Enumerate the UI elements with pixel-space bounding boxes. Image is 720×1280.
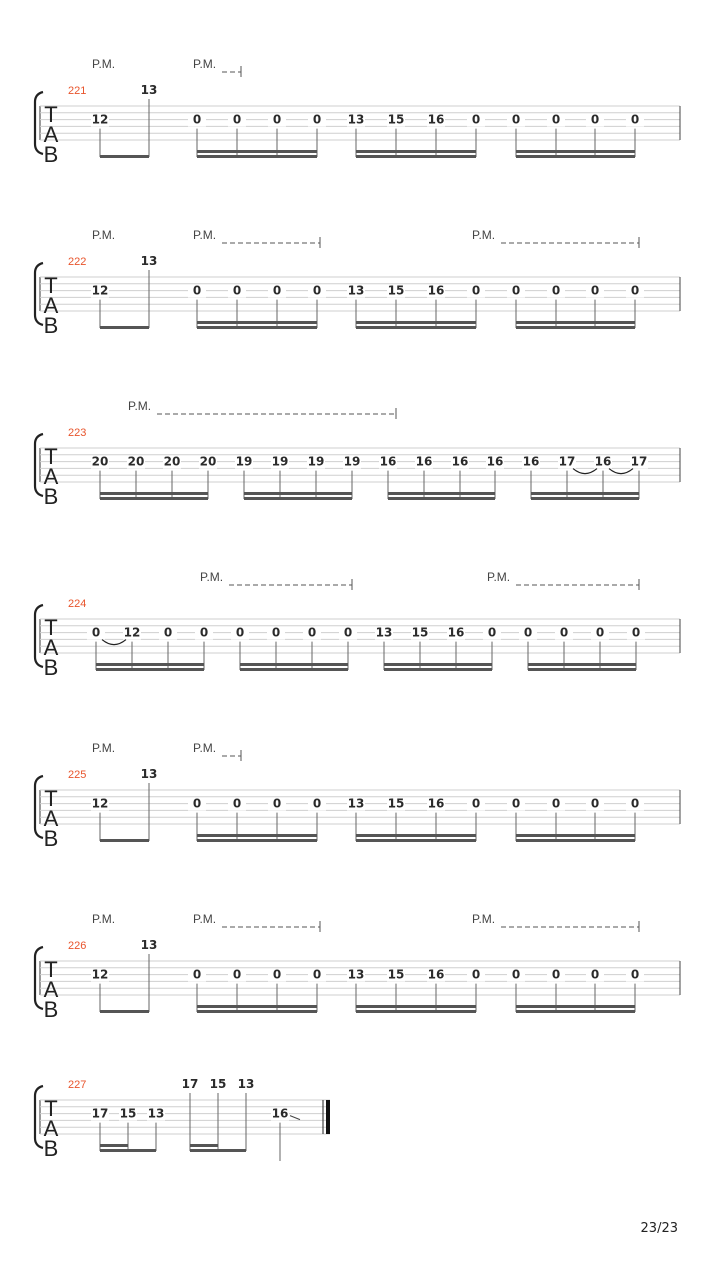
fret-number: 16 xyxy=(427,283,445,298)
system-bracket xyxy=(35,1086,43,1148)
tab-letter: A xyxy=(43,464,59,489)
tab-letter: B xyxy=(43,826,59,851)
measure-number: 225 xyxy=(68,769,87,781)
page-number: 23/23 xyxy=(640,1221,678,1236)
fret-number: 16 xyxy=(415,454,433,469)
fret-number: 16 xyxy=(379,454,397,469)
fret-number: 16 xyxy=(486,454,504,469)
fret-number: 12 xyxy=(91,967,109,982)
beam-primary xyxy=(197,326,317,329)
fret-number: 13 xyxy=(347,112,365,127)
beam-primary xyxy=(516,155,635,158)
fret-number: 16 xyxy=(427,796,445,811)
tab-letter: A xyxy=(43,122,59,147)
beam-secondary xyxy=(356,321,476,324)
beam-secondary xyxy=(100,492,208,495)
fret-number: 0 xyxy=(471,796,481,811)
beam-secondary xyxy=(384,663,492,666)
tab-letter: B xyxy=(43,484,59,509)
palm-mute-label: P.M. xyxy=(92,57,116,71)
fret-number: 0 xyxy=(232,283,242,298)
beam-primary xyxy=(197,155,317,158)
fret-number: 16 xyxy=(427,967,445,982)
tab-letter: T xyxy=(44,957,58,982)
fret-number: 17 xyxy=(630,454,648,469)
fret-number: 19 xyxy=(307,454,325,469)
tab-letter: T xyxy=(44,273,58,298)
fret-number: 15 xyxy=(411,625,429,640)
fret-number: 0 xyxy=(307,625,317,640)
fret-number: 0 xyxy=(631,625,641,640)
fret-number: 15 xyxy=(209,1077,227,1091)
fret-number: 20 xyxy=(91,454,109,469)
fret-number: 17 xyxy=(181,1077,199,1091)
tab-letter: T xyxy=(44,786,58,811)
fret-number: 13 xyxy=(140,83,158,97)
tab-letter: B xyxy=(43,313,59,338)
beam-secondary xyxy=(197,834,317,837)
fret-number: 0 xyxy=(272,967,282,982)
palm-mute-label: P.M. xyxy=(128,399,152,413)
fret-number: 17 xyxy=(91,1106,109,1121)
beam-primary xyxy=(356,1010,476,1013)
palm-mute-label: P.M. xyxy=(92,741,116,755)
fret-number: 0 xyxy=(471,967,481,982)
beam-secondary xyxy=(516,321,635,324)
beam-secondary xyxy=(100,1144,128,1147)
palm-mute-label: P.M. xyxy=(487,570,511,584)
measure-number: 226 xyxy=(68,940,87,952)
beam-secondary xyxy=(197,1005,317,1008)
system-bracket xyxy=(35,92,43,154)
fret-number: 0 xyxy=(511,967,521,982)
fret-number: 0 xyxy=(471,112,481,127)
measure-number: 222 xyxy=(68,256,87,268)
fret-number: 0 xyxy=(192,283,202,298)
beam-secondary xyxy=(197,321,317,324)
tab-letter: B xyxy=(43,997,59,1022)
tab-letter: T xyxy=(44,1096,58,1121)
system-bracket xyxy=(35,776,43,838)
beam-secondary xyxy=(96,663,204,666)
tab-letter: A xyxy=(43,977,59,1002)
palm-mute-label: P.M. xyxy=(193,228,217,242)
tab-letter: B xyxy=(43,655,59,680)
fret-number: 0 xyxy=(312,112,322,127)
beam-primary xyxy=(356,155,476,158)
fret-number: 15 xyxy=(387,283,405,298)
beam-secondary xyxy=(240,663,348,666)
beam-primary xyxy=(197,1010,317,1013)
measure-number: 221 xyxy=(68,85,87,97)
beam-primary xyxy=(100,155,149,158)
fret-number: 0 xyxy=(192,967,202,982)
fret-number: 0 xyxy=(595,625,605,640)
beam-secondary xyxy=(356,150,476,153)
beam-primary xyxy=(240,668,348,671)
fret-number: 19 xyxy=(343,454,361,469)
fret-number: 0 xyxy=(559,625,569,640)
fret-number: 0 xyxy=(511,283,521,298)
fret-number: 0 xyxy=(192,796,202,811)
tab-letter: B xyxy=(43,142,59,167)
beam-primary xyxy=(516,839,635,842)
beam-secondary xyxy=(244,492,352,495)
tie-arc xyxy=(609,469,633,474)
fret-number: 0 xyxy=(163,625,173,640)
fret-number: 0 xyxy=(551,283,561,298)
tie-arc xyxy=(102,640,126,645)
fret-number: 16 xyxy=(427,112,445,127)
fret-number: 0 xyxy=(312,796,322,811)
beam-primary xyxy=(100,326,149,329)
system-bracket xyxy=(35,947,43,1009)
fret-number: 13 xyxy=(347,796,365,811)
tab-letter: A xyxy=(43,635,59,660)
palm-mute-label: P.M. xyxy=(472,912,496,926)
fret-number: 12 xyxy=(91,283,109,298)
fret-number: 0 xyxy=(590,112,600,127)
fret-number: 0 xyxy=(235,625,245,640)
fret-number: 0 xyxy=(523,625,533,640)
fret-number: 19 xyxy=(235,454,253,469)
beam-primary xyxy=(528,668,636,671)
fret-number: 0 xyxy=(271,625,281,640)
fret-number: 0 xyxy=(630,967,640,982)
palm-mute-label: P.M. xyxy=(472,228,496,242)
fret-number: 13 xyxy=(140,254,158,268)
fret-number: 17 xyxy=(558,454,576,469)
fret-number: 16 xyxy=(522,454,540,469)
beam-primary xyxy=(356,326,476,329)
fret-number: 0 xyxy=(590,796,600,811)
fret-number: 12 xyxy=(91,112,109,127)
system-bracket xyxy=(35,263,43,325)
fret-number: 0 xyxy=(511,112,521,127)
fret-number: 16 xyxy=(271,1106,289,1121)
fret-number: 0 xyxy=(272,112,282,127)
beam-primary xyxy=(100,497,208,500)
fret-number: 15 xyxy=(387,967,405,982)
palm-mute-label: P.M. xyxy=(92,912,116,926)
fret-number: 19 xyxy=(271,454,289,469)
fret-number: 0 xyxy=(232,112,242,127)
fret-number: 0 xyxy=(192,112,202,127)
measure-number: 223 xyxy=(68,427,87,439)
beam-secondary xyxy=(516,834,635,837)
beam-primary xyxy=(356,839,476,842)
fret-number: 0 xyxy=(232,967,242,982)
fret-number: 13 xyxy=(147,1106,165,1121)
palm-mute-label: P.M. xyxy=(193,57,217,71)
fret-number: 15 xyxy=(387,112,405,127)
fret-number: 0 xyxy=(590,967,600,982)
fret-number: 0 xyxy=(630,112,640,127)
fret-number: 12 xyxy=(91,796,109,811)
fret-number: 20 xyxy=(199,454,217,469)
fret-number: 13 xyxy=(140,938,158,952)
fret-number: 0 xyxy=(199,625,209,640)
fret-number: 13 xyxy=(347,283,365,298)
fret-number: 0 xyxy=(272,796,282,811)
beam-secondary xyxy=(356,834,476,837)
palm-mute-label: P.M. xyxy=(92,228,116,242)
measure-number: 224 xyxy=(68,598,87,610)
tab-letter: T xyxy=(44,444,58,469)
fret-number: 0 xyxy=(511,796,521,811)
beam-secondary xyxy=(516,1005,635,1008)
fret-number: 0 xyxy=(551,967,561,982)
system-bracket xyxy=(35,434,43,496)
beam-primary xyxy=(96,668,204,671)
measure-number: 227 xyxy=(68,1079,87,1091)
fret-number: 12 xyxy=(123,625,141,640)
tab-letter: T xyxy=(44,615,58,640)
fret-number: 13 xyxy=(347,967,365,982)
final-barline-thick xyxy=(326,1100,330,1134)
palm-mute-label: P.M. xyxy=(193,741,217,755)
fret-number: 16 xyxy=(451,454,469,469)
beam-secondary xyxy=(190,1144,218,1147)
beam-secondary xyxy=(356,1005,476,1008)
fret-number: 0 xyxy=(343,625,353,640)
beam-primary xyxy=(388,497,495,500)
tab-letter: A xyxy=(43,1116,59,1141)
beam-primary xyxy=(516,1010,635,1013)
beam-secondary xyxy=(531,492,639,495)
beam-primary xyxy=(190,1149,246,1152)
beam-secondary xyxy=(197,150,317,153)
fret-number: 0 xyxy=(312,283,322,298)
fret-number: 0 xyxy=(91,625,101,640)
system-bracket xyxy=(35,605,43,667)
tab-letter: T xyxy=(44,102,58,127)
slide-out xyxy=(290,1116,300,1120)
fret-number: 0 xyxy=(487,625,497,640)
tab-letter: A xyxy=(43,293,59,318)
fret-number: 16 xyxy=(447,625,465,640)
beam-primary xyxy=(244,497,352,500)
fret-number: 20 xyxy=(127,454,145,469)
fret-number: 13 xyxy=(375,625,393,640)
fret-number: 15 xyxy=(119,1106,137,1121)
tie-arc xyxy=(573,469,597,474)
palm-mute-label: P.M. xyxy=(193,912,217,926)
fret-number: 0 xyxy=(630,796,640,811)
fret-number: 15 xyxy=(387,796,405,811)
beam-primary xyxy=(100,1149,156,1152)
fret-number: 16 xyxy=(594,454,612,469)
fret-number: 13 xyxy=(237,1077,255,1091)
beam-primary xyxy=(531,497,639,500)
beam-secondary xyxy=(516,150,635,153)
beam-primary xyxy=(100,1010,149,1013)
palm-mute-label: P.M. xyxy=(200,570,224,584)
fret-number: 0 xyxy=(551,112,561,127)
fret-number: 13 xyxy=(140,767,158,781)
fret-number: 0 xyxy=(272,283,282,298)
fret-number: 20 xyxy=(163,454,181,469)
beam-primary xyxy=(100,839,149,842)
fret-number: 0 xyxy=(590,283,600,298)
fret-number: 0 xyxy=(232,796,242,811)
beam-secondary xyxy=(528,663,636,666)
beam-primary xyxy=(516,326,635,329)
fret-number: 0 xyxy=(471,283,481,298)
tab-letter: B xyxy=(43,1136,59,1161)
beam-primary xyxy=(384,668,492,671)
fret-number: 0 xyxy=(312,967,322,982)
beam-secondary xyxy=(388,492,495,495)
beam-primary xyxy=(197,839,317,842)
fret-number: 0 xyxy=(630,283,640,298)
fret-number: 0 xyxy=(551,796,561,811)
tab-letter: A xyxy=(43,806,59,831)
